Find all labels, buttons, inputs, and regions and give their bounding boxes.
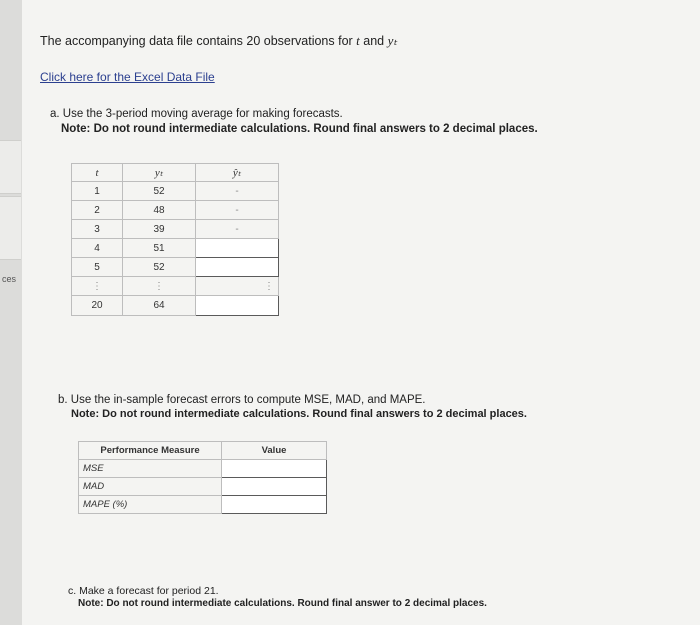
mape-label: MAPE (%) <box>79 496 222 514</box>
table-row <box>79 496 327 514</box>
header-measure: Performance Measure <box>79 442 222 460</box>
table-row: 5 52 <box>72 258 279 277</box>
sidebar-cut-label: ces <box>2 274 17 284</box>
forecast-input-t4[interactable] <box>196 239 279 258</box>
table-row: ⋮ ⋮ ⋮ <box>72 277 279 296</box>
excel-data-link[interactable]: Click here for the Excel Data File <box>40 70 215 84</box>
table-row: 2 48 - <box>72 201 279 220</box>
header-y: yₜ <box>123 164 196 182</box>
part-a-instruction: a. Use the 3-period moving average for making forecasts. <box>50 108 343 120</box>
table-row: 1 52 - <box>72 182 279 201</box>
table-header-row <box>72 164 279 182</box>
mse-input[interactable] <box>222 460 327 478</box>
table-row: 3 39 - <box>72 220 279 239</box>
forecast-input-t20[interactable] <box>196 296 279 316</box>
sidebar-panel <box>0 140 21 194</box>
sidebar-strip <box>0 0 23 625</box>
table-row <box>79 478 327 496</box>
table-row <box>79 460 327 478</box>
table-row: 4 51 <box>72 239 279 258</box>
part-b-note: Note: Do not round intermediate calculations. Round final answers to 2 decimal places. <box>71 408 527 420</box>
table-header-row <box>79 442 327 460</box>
mape-input[interactable] <box>222 496 327 514</box>
header-t: t <box>72 164 123 182</box>
part-b-instruction: b. Use the in-sample forecast errors to compute MSE, MAD, and MAPE. <box>58 394 426 406</box>
mad-label: MAD <box>79 478 222 496</box>
mse-label: MSE <box>79 460 222 478</box>
performance-table <box>78 441 327 514</box>
part-c-instruction: c. Make a forecast for period 21. <box>68 585 219 597</box>
part-c-note: Note: Do not round intermediate calculations. Round final answer to 2 decimal places. <box>78 598 487 609</box>
header-forecast: ŷₜ <box>196 164 279 182</box>
forecast-input-t5[interactable] <box>196 258 279 277</box>
sidebar-panel <box>0 196 21 260</box>
moving-average-table <box>71 163 279 316</box>
header-value: Value <box>222 442 327 460</box>
question-intro: The accompanying data file contains 20 observations for t and yₜ <box>40 33 398 48</box>
part-a-note: Note: Do not round intermediate calculations. Round final answers to 2 decimal places. <box>61 123 538 135</box>
mad-input[interactable] <box>222 478 327 496</box>
table-row: 20 64 <box>72 296 279 316</box>
